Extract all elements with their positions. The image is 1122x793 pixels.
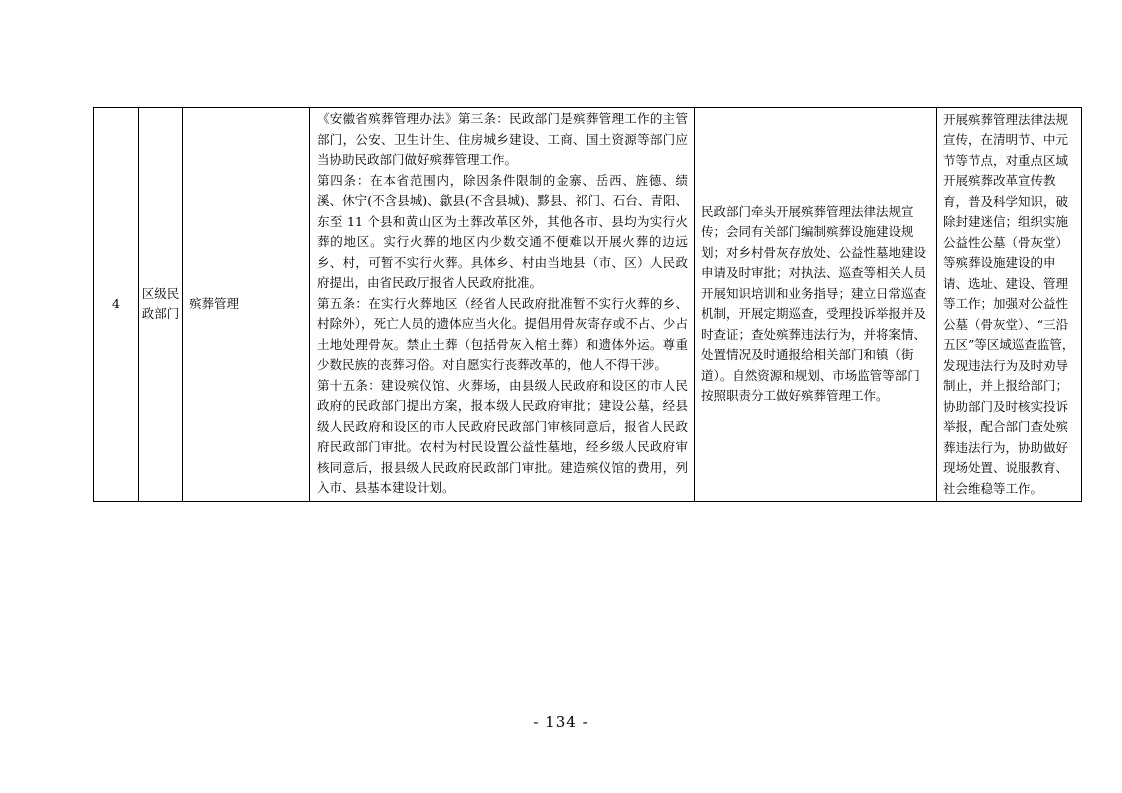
basis-paragraph: 第十五条：建设殡仪馆、火葬场，由县级人民政府和设区的市人民政府的民政部门提出方案，报本级人民政府审批；建设公墓，经县级人民政府和设区的市人民政府民政部门审核同意后，报省人民政府民政部门审批。农村为村民设置公益性墓地，经乡级人民政府审核同意后，报县级人民政府民政部门审批。建造殡仪馆的费用，列入市、县基本建设计划。: [317, 377, 688, 495]
page-number: - 134 -: [533, 713, 589, 731]
lead-department-duties-cell: 民政部门牵头开展殡葬管理法律法规宣传；会同有关部门编制殡葬设施建设规划；对乡村骨灰存放处、公益性墓地建设申请及时审批；对执法、巡查等相关人员开展知识培训和业务指导；建立日常巡查机制，开展定期巡查，受理投诉举报并及时查证；查处殡葬违法行为，并将案情、处置情况及时通报给相关部门和镇（街道）。自然资源和规划、市场监管等部门按照职责分工做好殡葬管理工作。: [695, 108, 937, 502]
department-cell: 区级民政部门: [139, 108, 183, 502]
item-cell: 殡葬管理: [183, 108, 310, 502]
row-number: 4: [94, 108, 139, 502]
table-row: [94, 108, 1082, 502]
town-duties-cell: 开展殡葬管理法律法规宣传，在清明节、中元节等节点，对重点区域开展殡葬改革宣传教育，普及科学知识，破除封建迷信；组织实施公益性公墓（骨灰堂）等殡葬设施建设的申请、选址、建设、管理等工作；加强对公益性公墓（骨灰堂）、“三沿五区”等区域巡查监管，发现违法行为及时劝导制止，并上报给部门；协助部门及时核实投诉举报，配合部门查处殡葬违法行为，协助做好现场处置、说服教育、社会维稳等工作。: [937, 108, 1082, 502]
legal-basis-cell: [310, 108, 695, 502]
basis-paragraph: 第五条：在实行火葬地区（经省人民政府批准暂不实行火葬的乡、村除外），死亡人员的遗体应当火化。提倡用骨灰寄存或不占、少占土地处理骨灰。禁止土葬（包括骨灰入棺土葬）和遗体外运。尊重少数民族的丧葬习俗。对自愿实行丧葬改革的，他人不得干涉。: [317, 295, 688, 372]
basis-paragraph: 第四条：在本省范围内，除因条件限制的金寨、岳西、旌德、绩溪、休宁(不含县城)、歙县(不含县城)、黟县、祁门、石台、青阳、东至 11 个县和黄山区为土葬改革区外，其他各市、县均为实行火葬的地区。实行火葬的地区内少数交通不便难以开展火葬的边远乡、村，可暂不实行火葬。具体乡、村由当地县（市、区）人民政府提出，由省民政厅报省人民政府批准。: [317, 172, 688, 290]
basis-paragraph: 《安徽省殡葬管理办法》第三条：民政部门是殡葬管理工作的主管部门，公安、卫生计生、住房城乡建设、工商、国土资源等部门应当协助民政部门做好殡葬管理工作。: [317, 111, 688, 167]
responsibility-table: [93, 107, 1082, 502]
